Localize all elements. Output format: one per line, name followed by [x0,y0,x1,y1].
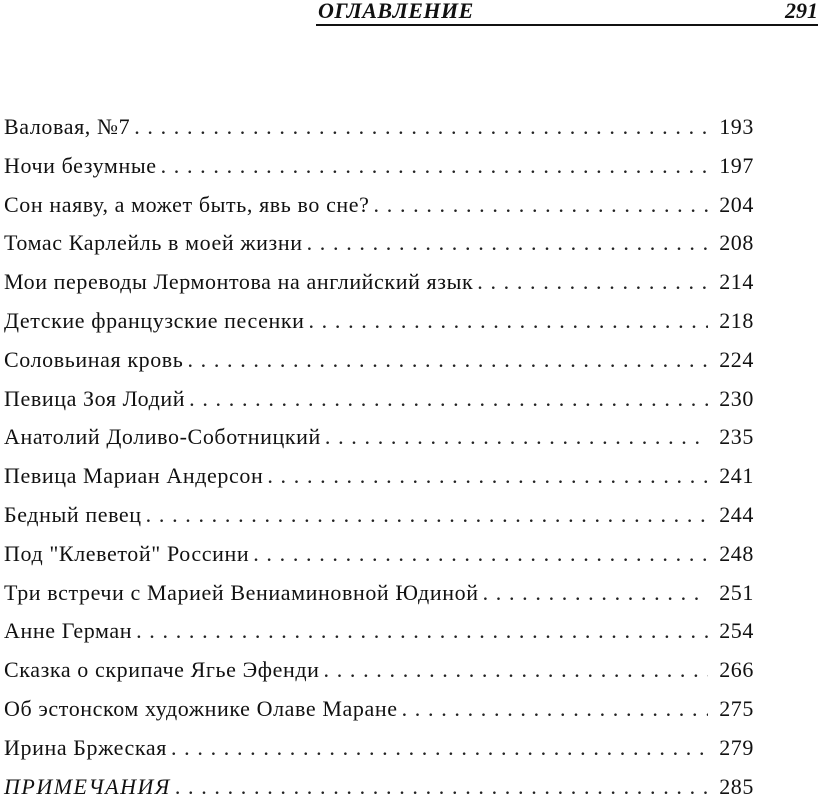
toc-entry-page: 254 [719,618,754,644]
toc-entry-page: 193 [719,114,754,139]
toc-entry-page: 285 [719,773,754,799]
toc-entry-page: 248 [719,540,754,566]
toc-entry-page: 279 [719,734,754,760]
dot-leader [161,153,708,179]
dot-leader [307,230,708,256]
toc-entry-page: 266 [719,657,754,683]
toc-entry-title: Томас Карлейль в моей жизни [4,230,303,256]
toc-entry-page: 208 [719,230,754,256]
dot-leader [253,541,708,567]
header-title: ОГЛАВЛЕНИЕ [318,0,474,23]
toc-entry-title: Сон наяву, а может быть, явь во сне? [4,191,370,217]
toc-entry [4,424,754,463]
toc-entry-page: 241 [719,463,754,489]
toc-entry-page: 235 [719,424,754,450]
toc-entry [4,580,754,619]
toc-entry-title: Сказка о скрипаче Ягье Эфенди [4,657,320,683]
toc-entry [4,502,754,541]
toc-entry-title: Детские французские песенки [4,307,305,333]
toc-entry [4,735,754,774]
dot-leader [175,774,708,800]
dot-leader [171,735,708,761]
toc-entry [4,463,754,502]
dot-leader [483,580,708,606]
dot-leader [134,114,708,140]
toc-entry-page: 214 [719,269,754,295]
toc-entry-title: Певица Зоя Лодий [4,385,186,411]
toc-entry [4,347,754,386]
toc-entry-page: 230 [719,385,754,411]
toc-entry-title: Ирина Бржеская [4,734,167,760]
toc-entry-title: Валовая, №7 [4,114,131,139]
toc-entry [4,386,754,425]
dot-leader [477,269,708,295]
toc-entry-page: 244 [719,501,754,527]
toc-entry [4,541,754,580]
header-page-number: 291 [785,0,818,23]
toc-entry [4,153,754,192]
toc-entry-title: Соловьиная кровь [4,346,184,372]
toc-entry [4,696,754,735]
toc-entry [4,269,754,308]
dot-leader [189,386,708,412]
toc-entry-page: 218 [719,307,754,333]
running-header [316,0,818,26]
toc-entry [4,114,754,153]
toc-entry-page: 197 [719,152,754,178]
toc-entry-title: Певица Мариан Андерсон [4,463,264,489]
dot-leader [267,463,708,489]
toc-entry [4,657,754,696]
toc-entry-title: Под "Клеветой" Россини [4,540,250,566]
toc-entry-notes [4,774,754,800]
toc-entry-page: 224 [719,346,754,372]
table-of-contents [4,114,754,800]
toc-entry-title: Ночи безумные [4,152,157,178]
dot-leader [324,657,709,683]
toc-entry-page: 275 [719,695,754,721]
toc-entry [4,618,754,657]
toc-entry-page: 204 [719,191,754,217]
toc-entry-title: Анне Герман [4,618,133,644]
toc-entry [4,308,754,347]
toc-entry [4,192,754,231]
dot-leader [136,618,708,644]
dot-leader [146,502,708,528]
dot-leader [374,192,708,218]
toc-entry-title: Анатолий Доливо-Соботницкий [4,424,321,450]
toc-entry-title: Мои переводы Лермонтова на английский язык [4,269,474,295]
toc-entry-title: Три встречи с Марией Вениаминовной Юдиной [4,579,479,605]
dot-leader [187,347,708,373]
toc-entry [4,230,754,269]
toc-entry-title: Бедный певец [4,501,142,527]
toc-entry-title: ПРИМЕЧАНИЯ [4,773,171,799]
dot-leader [308,308,708,334]
toc-entry-title: Об эстонском художнике Олаве Маране [4,695,398,721]
toc-entry-page: 251 [719,579,754,605]
dot-leader [402,696,708,722]
dot-leader [325,424,708,450]
